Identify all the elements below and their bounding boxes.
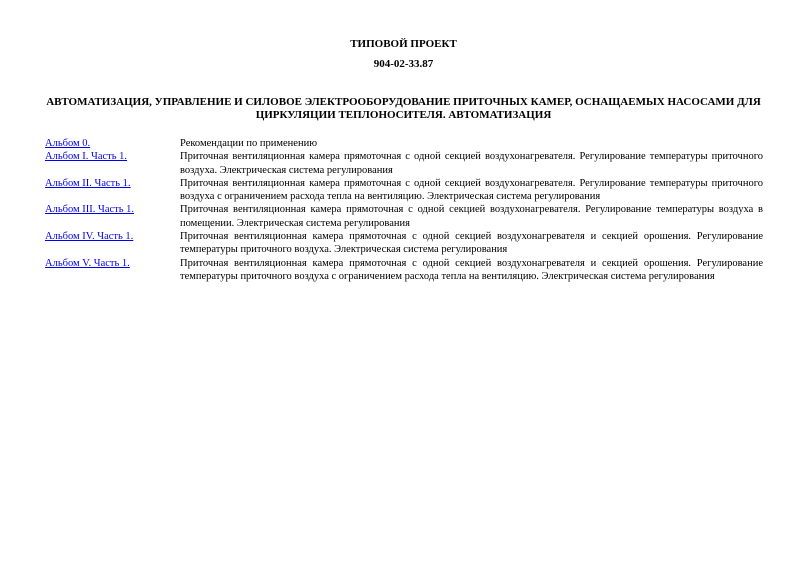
album-list <box>45 137 763 283</box>
album-link-3[interactable]: Альбом III. Часть 1. <box>45 204 135 216</box>
album-link-1[interactable]: Альбом I. Часть 1. <box>45 151 128 163</box>
album-link-2[interactable]: Альбом II. Часть 1. <box>45 177 131 189</box>
album-link-4[interactable]: Альбом IV. Часть 1. <box>45 231 134 243</box>
document-type-label: ТИПОВОЙ ПРОЕКТ <box>350 38 457 50</box>
album-description-5: Приточная вентиляционная камера прямоточная с одной секцией воздухонагревателя и секцией орошения. Регулирование температуры приточного воздуха с ограничением расхода тепла на вентиляцию. Электрическая система регулирования <box>180 257 763 282</box>
album-row-1 <box>45 150 763 177</box>
album-row-4 <box>45 230 763 257</box>
album-link-0[interactable]: Альбом 0. <box>45 138 91 149</box>
album-row-5 <box>45 257 763 284</box>
document-title: АВТОМАТИЗАЦИЯ, УПРАВЛЕНИЕ И СИЛОВОЕ ЭЛЕКТРООБОРУДОВАНИЕ ПРИТОЧНЫХ КАМЕР, ОСНАЩАЕМЫХ НАСОСАМИ ДЛЯ ЦИРКУЛЯЦИИ ТЕПЛОНОСИТЕЛЯ. АВТОМАТИЗАЦИЯ <box>46 96 761 121</box>
album-link-5[interactable]: Альбом V. Часть 1. <box>45 257 130 269</box>
album-description-0: Рекомендации по применению <box>180 138 318 149</box>
album-row-2 <box>45 177 763 204</box>
album-description-3: Приточная вентиляционная камера прямоточная с одной секцией воздухонагревателя. Регулирование температуры воздуха в помещении. Электрическая система регулирования <box>180 204 763 229</box>
album-description-1: Приточная вентиляционная камера прямоточная с одной секцией воздухонагревателя. Регулирование температуры приточного воздуха. Электрическая система регулирования <box>180 151 763 176</box>
album-description-4: Приточная вентиляционная камера прямоточная с одной секцией воздухонагревателя и секцией орошения. Регулирование температуры приточного воздуха. Электрическая система регулирования <box>180 231 763 256</box>
album-description-2: Приточная вентиляционная камера прямоточная с одной секцией воздухонагревателя. Регулирование температуры приточного воздуха с ограничением расхода тепла на вентиляцию. Электрическая система регулирования <box>180 177 763 203</box>
album-row-0 <box>45 137 763 150</box>
document-number: 904-02-33.87 <box>373 58 434 70</box>
album-row-3 <box>45 203 763 230</box>
